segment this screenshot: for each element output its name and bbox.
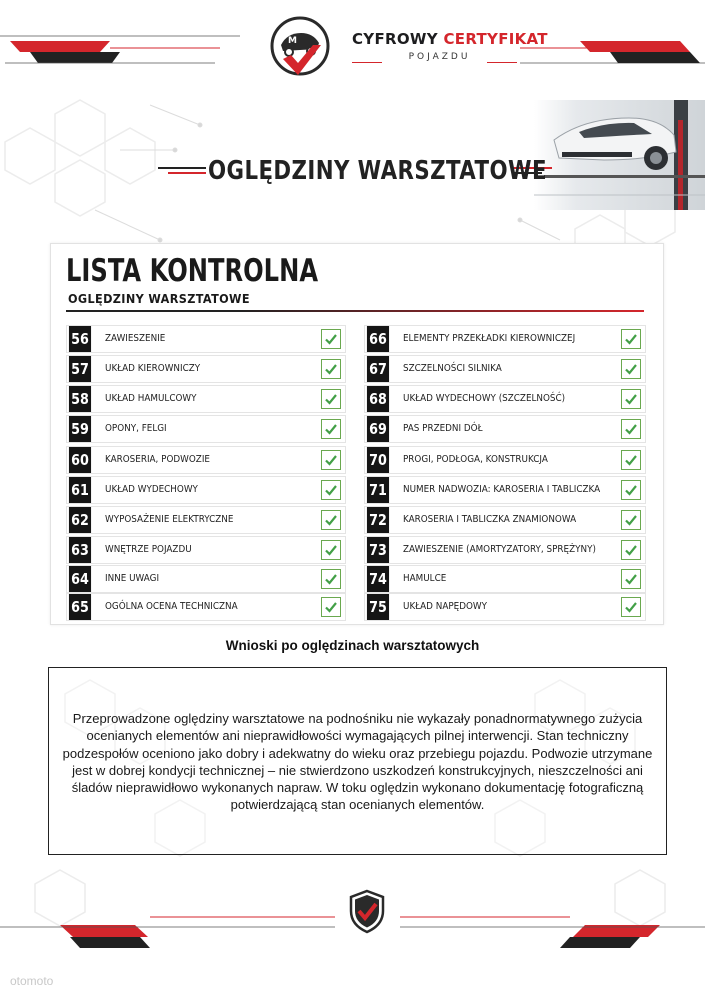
watermark-text: otomoto — [10, 974, 54, 988]
checklist-item-label: PAS PRZEDNI DÓŁ — [403, 423, 483, 434]
checklist-item-label: OGÓLNA OCENA TECHNICZNA — [105, 601, 238, 612]
checklist-item-number: 61 — [69, 477, 91, 503]
checklist-row-73 — [364, 536, 646, 564]
checkbox-checked-icon[interactable] — [321, 450, 341, 470]
checklist-item-number: 63 — [69, 537, 91, 563]
brand-name-part2: CERTYFIKAT — [443, 30, 548, 48]
shield-check-logo — [348, 889, 386, 934]
checklist-item-label: UKŁAD WYDECHOWY — [105, 484, 198, 495]
checkbox-checked-icon[interactable] — [621, 540, 641, 560]
brand-name-part1: CYFROWY — [352, 30, 438, 48]
checklist-subtitle: OGLĘDZINY WARSZTATOWE — [68, 291, 250, 306]
checklist-item-label: KAROSERIA, PODWOZIE — [105, 454, 210, 465]
checklist-row-74 — [364, 565, 646, 593]
checklist-item-label: WYPOSAŻENIE ELEKTRYCZNE — [105, 514, 234, 525]
checklist-item-number: 65 — [69, 594, 91, 620]
conclusion-title: Wnioski po oględzinach warsztatowych — [225, 638, 480, 653]
header — [0, 0, 705, 90]
checklist-title: LISTA KONTROLNA — [66, 253, 319, 289]
checkbox-checked-icon[interactable] — [321, 510, 341, 530]
checklist-item-number: 58 — [69, 386, 91, 412]
conclusion-box — [48, 667, 667, 855]
checklist-row-68 — [364, 385, 646, 413]
checklist-item-number: 56 — [69, 326, 91, 352]
checklist-row-56 — [66, 325, 346, 353]
svg-text:M: M — [288, 36, 297, 46]
checklist-row-71 — [364, 476, 646, 504]
checklist-row-67 — [364, 355, 646, 383]
checklist-item-number: 73 — [367, 537, 389, 563]
checklist-row-72 — [364, 506, 646, 534]
checkbox-checked-icon[interactable] — [321, 480, 341, 500]
checklist-row-60 — [66, 446, 346, 474]
checkbox-checked-icon[interactable] — [621, 480, 641, 500]
checklist-item-label: WNĘTRZE POJAZDU — [105, 544, 192, 555]
checkbox-checked-icon[interactable] — [621, 597, 641, 617]
checklist-item-number: 66 — [367, 326, 389, 352]
checklist-row-63 — [66, 536, 346, 564]
checkbox-checked-icon[interactable] — [321, 329, 341, 349]
checkbox-checked-icon[interactable] — [321, 389, 341, 409]
header-left-stripes — [0, 0, 240, 80]
checkbox-checked-icon[interactable] — [321, 540, 341, 560]
checklist-item-number: 71 — [367, 477, 389, 503]
checklist-item-number: 70 — [367, 447, 389, 473]
car-shield-check-logo — [269, 15, 331, 83]
checklist-row-62 — [66, 506, 346, 534]
checklist-item-label: SZCZELNOŚCI SILNIKA — [403, 363, 502, 374]
checklist-item-number: 67 — [367, 356, 389, 382]
checkbox-checked-icon[interactable] — [621, 569, 641, 589]
checklist-divider — [66, 310, 644, 312]
checkbox-checked-icon[interactable] — [621, 419, 641, 439]
checklist-row-69 — [364, 415, 646, 443]
conclusion-text: Przeprowadzone oględziny warsztatowe na podnośniku nie wykazały ponadnormatywnego zużycia ocenianych elementów ani nieprawidłowości wymagających pilnej interwencji. Stan techniczny podzespołów oceniono jako dobry i adekwatny do wieku oraz przebiegu pojazdu. Podwozie utrzymane jest w dobrej kondycji technicznej – nie stwierdzono uszkodzeń konstrukcyjnych, nieszczelności ani śladów nieprawidłowo wykonanych napraw. W toku oględzin wykonano dokumentację fotograficzną potwierdzającą stan ocenianych elementów. — [62, 711, 653, 813]
checklist-row-70 — [364, 446, 646, 474]
checklist-item-label: ELEMENTY PRZEKŁADKI KIEROWNICZEJ — [403, 333, 576, 344]
checklist-row-58 — [66, 385, 346, 413]
checklist-item-number: 69 — [367, 416, 389, 442]
checklist-item-label: UKŁAD NAPĘDOWY — [403, 601, 488, 612]
checklist-item-number: 59 — [69, 416, 91, 442]
checklist-item-label: HAMULCE — [403, 573, 447, 584]
checklist-item-label: OPONY, FELGI — [105, 423, 167, 434]
checklist-item-label: ZAWIESZENIE — [105, 333, 166, 344]
checkbox-checked-icon[interactable] — [621, 389, 641, 409]
checklist-item-number: 62 — [69, 507, 91, 533]
checklist-row-75 — [364, 593, 646, 621]
checkbox-checked-icon[interactable] — [621, 510, 641, 530]
checklist-item-number: 68 — [367, 386, 389, 412]
brand-name — [352, 30, 552, 62]
checklist-row-59 — [66, 415, 346, 443]
checklist-item-label: NUMER NADWOZIA: KAROSERIA I TABLICZKA — [403, 484, 601, 495]
checklist-item-number: 72 — [367, 507, 389, 533]
checkbox-checked-icon[interactable] — [621, 329, 641, 349]
car-lift-photo — [534, 100, 705, 210]
title-left-stripes — [158, 165, 208, 177]
checklist-item-label: ZAWIESZENIE (AMORTYZATORY, SPRĘŻYNY) — [403, 544, 596, 555]
checklist-item-number: 74 — [367, 566, 389, 592]
checkbox-checked-icon[interactable] — [621, 359, 641, 379]
checklist-item-label: INNE UWAGI — [105, 573, 160, 584]
checklist-row-66 — [364, 325, 646, 353]
checklist-row-61 — [66, 476, 346, 504]
checklist-row-57 — [66, 355, 346, 383]
checkbox-checked-icon[interactable] — [321, 569, 341, 589]
checklist-item-number: 75 — [367, 594, 389, 620]
checklist-item-number: 64 — [69, 566, 91, 592]
checklist-item-number: 60 — [69, 447, 91, 473]
checklist-row-64 — [66, 565, 346, 593]
section-title: OGLĘDZINY WARSZTATOWE — [208, 156, 547, 186]
checkbox-checked-icon[interactable] — [321, 359, 341, 379]
checkbox-checked-icon[interactable] — [621, 450, 641, 470]
checklist-item-number: 57 — [69, 356, 91, 382]
checklist-item-label: UKŁAD WYDECHOWY (SZCZELNOŚĆ) — [403, 393, 566, 404]
checkbox-checked-icon[interactable] — [321, 419, 341, 439]
checklist-row-65 — [66, 593, 346, 621]
checklist-item-label: UKŁAD KIEROWNICZY — [105, 363, 201, 374]
checklist-item-label: PROGI, PODŁOGA, KONSTRUKCJA — [403, 454, 548, 465]
checklist-item-label: KAROSERIA I TABLICZKA ZNAMIONOWA — [403, 514, 577, 525]
checklist-item-label: UKŁAD HAMULCOWY — [105, 393, 197, 404]
checkbox-checked-icon[interactable] — [321, 597, 341, 617]
brand-subtitle: POJAZDU — [408, 52, 471, 62]
